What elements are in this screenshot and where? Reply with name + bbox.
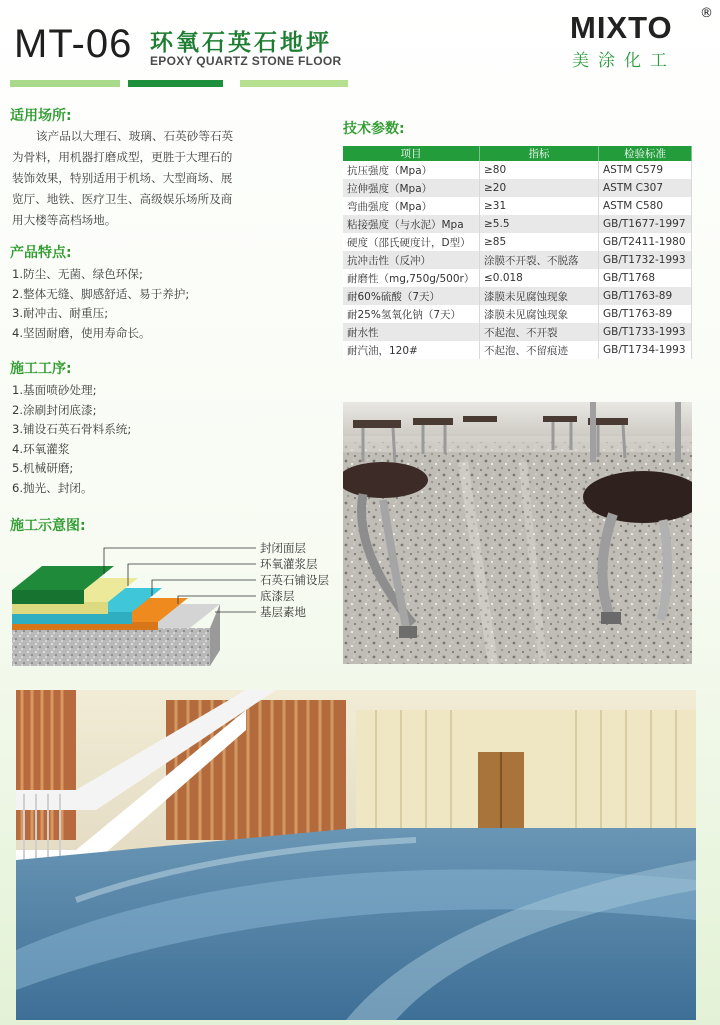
cafeteria-floor-photo	[343, 402, 692, 664]
process-step: 5.机械研磨;	[12, 461, 74, 475]
spec-item: 耐磨性（mg,750g/500r）	[343, 269, 480, 287]
spec-item: 耐25%氢氧化钠（7天）	[343, 305, 480, 323]
spec-item: 耐水性	[343, 323, 480, 341]
spec-value: ≥5.5	[480, 215, 599, 233]
product-title-cn: 环氧石英石地坪	[150, 30, 332, 56]
usage-paragraph	[12, 126, 332, 231]
layer-label-primer: 底漆层	[260, 589, 295, 603]
table-row	[343, 215, 692, 233]
table-row	[343, 179, 692, 197]
table-row	[343, 251, 692, 269]
spec-standard: GB/T1732-1993	[599, 251, 692, 269]
spec-value: ≥80	[480, 161, 599, 179]
table-row	[343, 305, 692, 323]
usage-line: 用大楼等高档场地。	[12, 213, 117, 227]
table-row	[343, 233, 692, 251]
spec-value: 漆膜未见腐蚀现象	[480, 305, 599, 323]
header-divider-right	[240, 80, 348, 87]
spec-item: 抗压强度（Mpa）	[343, 161, 480, 179]
product-model: MT-06	[14, 22, 133, 66]
spec-item: 硬度（邵氏硬度计，D型）	[343, 233, 480, 251]
layer-label-base: 基层素地	[260, 605, 306, 619]
table-row	[343, 161, 692, 179]
table-row	[343, 197, 692, 215]
table-row	[343, 269, 692, 287]
spec-standard: GB/T1768	[599, 269, 692, 287]
spec-standard: GB/T1763-89	[599, 287, 692, 305]
spec-standard: ASTM C580	[599, 197, 692, 215]
spec-table	[343, 146, 692, 359]
spec-standard: ASTM C579	[599, 161, 692, 179]
features-heading: 产品特点:	[10, 245, 72, 261]
process-step: 2.涂刷封闭底漆;	[12, 402, 97, 417]
feature-item: 4.坚固耐磨，使用寿命长。	[12, 325, 151, 340]
spec-standard: GB/T1763-89	[599, 305, 692, 323]
spec-value: 不起泡、不开裂	[480, 323, 599, 341]
product-title-en: EPOXY QUARTZ STONE FLOOR	[150, 54, 342, 68]
feature-item: 3.耐冲击、耐重压;	[12, 306, 109, 320]
spec-item: 弯曲强度（Mpa）	[343, 197, 480, 215]
process-heading: 施工工序:	[10, 361, 72, 377]
process-step: 6.抛光、封闭。	[12, 480, 93, 495]
registered-mark: ®	[700, 6, 713, 21]
usage-heading: 适用场所:	[10, 108, 72, 124]
spec-item: 粘接强度（与水泥）Mpa	[343, 215, 480, 233]
brand-logo: MIXTO	[570, 10, 673, 45]
feature-item: 1.防尘、无菌、绿色环保;	[12, 267, 143, 281]
spec-value: 不起泡、不留痕迹	[480, 341, 599, 359]
hall-floor-photo	[16, 690, 696, 1020]
process-list	[12, 381, 131, 498]
table-row	[343, 287, 692, 305]
spec-item: 耐汽油，120#	[343, 341, 480, 359]
spec-standard: GB/T1677-1997	[599, 215, 692, 233]
table-row	[343, 341, 692, 359]
usage-line: 该产品以大理石、玻璃、石英砂等石英	[36, 129, 234, 143]
feature-item: 2.整体无缝、脚感舒适、易于养护;	[12, 286, 190, 301]
base-layer-side	[210, 604, 220, 666]
layer-label-top-coat: 封闭面层	[260, 541, 306, 555]
header-divider-mid	[128, 80, 223, 87]
brand-name-cn: 美涂化工	[572, 51, 676, 71]
col-header-value: 指标	[480, 146, 599, 161]
features-list	[12, 265, 189, 343]
usage-line: 览厅、地铁、医疗卫生、高级娱乐场所及商	[12, 192, 233, 206]
spec-value: 涂膜不开裂、不脱落	[480, 251, 599, 269]
table-row	[343, 323, 692, 341]
spec-item: 耐60%硫酸（7天）	[343, 287, 480, 305]
process-step: 4.环氧灌浆	[12, 441, 70, 456]
usage-line: 为骨料，用机器打磨成型，更胜于大理石的	[12, 150, 233, 164]
col-header-item: 项目	[343, 146, 480, 161]
diagram-heading: 施工示意图:	[10, 518, 86, 534]
layer-label-quartz: 石英石铺设层	[260, 573, 329, 587]
spec-standard: GB/T1733-1993	[599, 323, 692, 341]
header-divider-left	[10, 80, 120, 87]
spec-value: ≥31	[480, 197, 599, 215]
col-header-standard: 检验标准	[599, 146, 692, 161]
spec-item: 拉伸强度（Mpa）	[343, 179, 480, 197]
usage-line: 装饰效果，特别适用于机场、大型商场、展	[12, 171, 233, 185]
base-layer-front	[12, 628, 210, 666]
spec-standard: GB/T2411-1980	[599, 233, 692, 251]
spec-value: 漆膜未见腐蚀现象	[480, 287, 599, 305]
spec-table-header	[343, 146, 692, 161]
process-step: 3.铺设石英石骨料系统;	[12, 422, 132, 436]
specs-heading: 技术参数:	[343, 121, 405, 137]
spec-standard: GB/T1734-1993	[599, 341, 692, 359]
spec-item: 抗冲击性（反冲）	[343, 251, 480, 269]
layer-label-grout: 环氧灌浆层	[260, 557, 318, 571]
process-step: 1.基面喷砂处理;	[12, 383, 97, 397]
spec-standard: ASTM C307	[599, 179, 692, 197]
spec-value: ≥20	[480, 179, 599, 197]
spec-value: ≤0.018	[480, 269, 599, 287]
spec-value: ≥85	[480, 233, 599, 251]
